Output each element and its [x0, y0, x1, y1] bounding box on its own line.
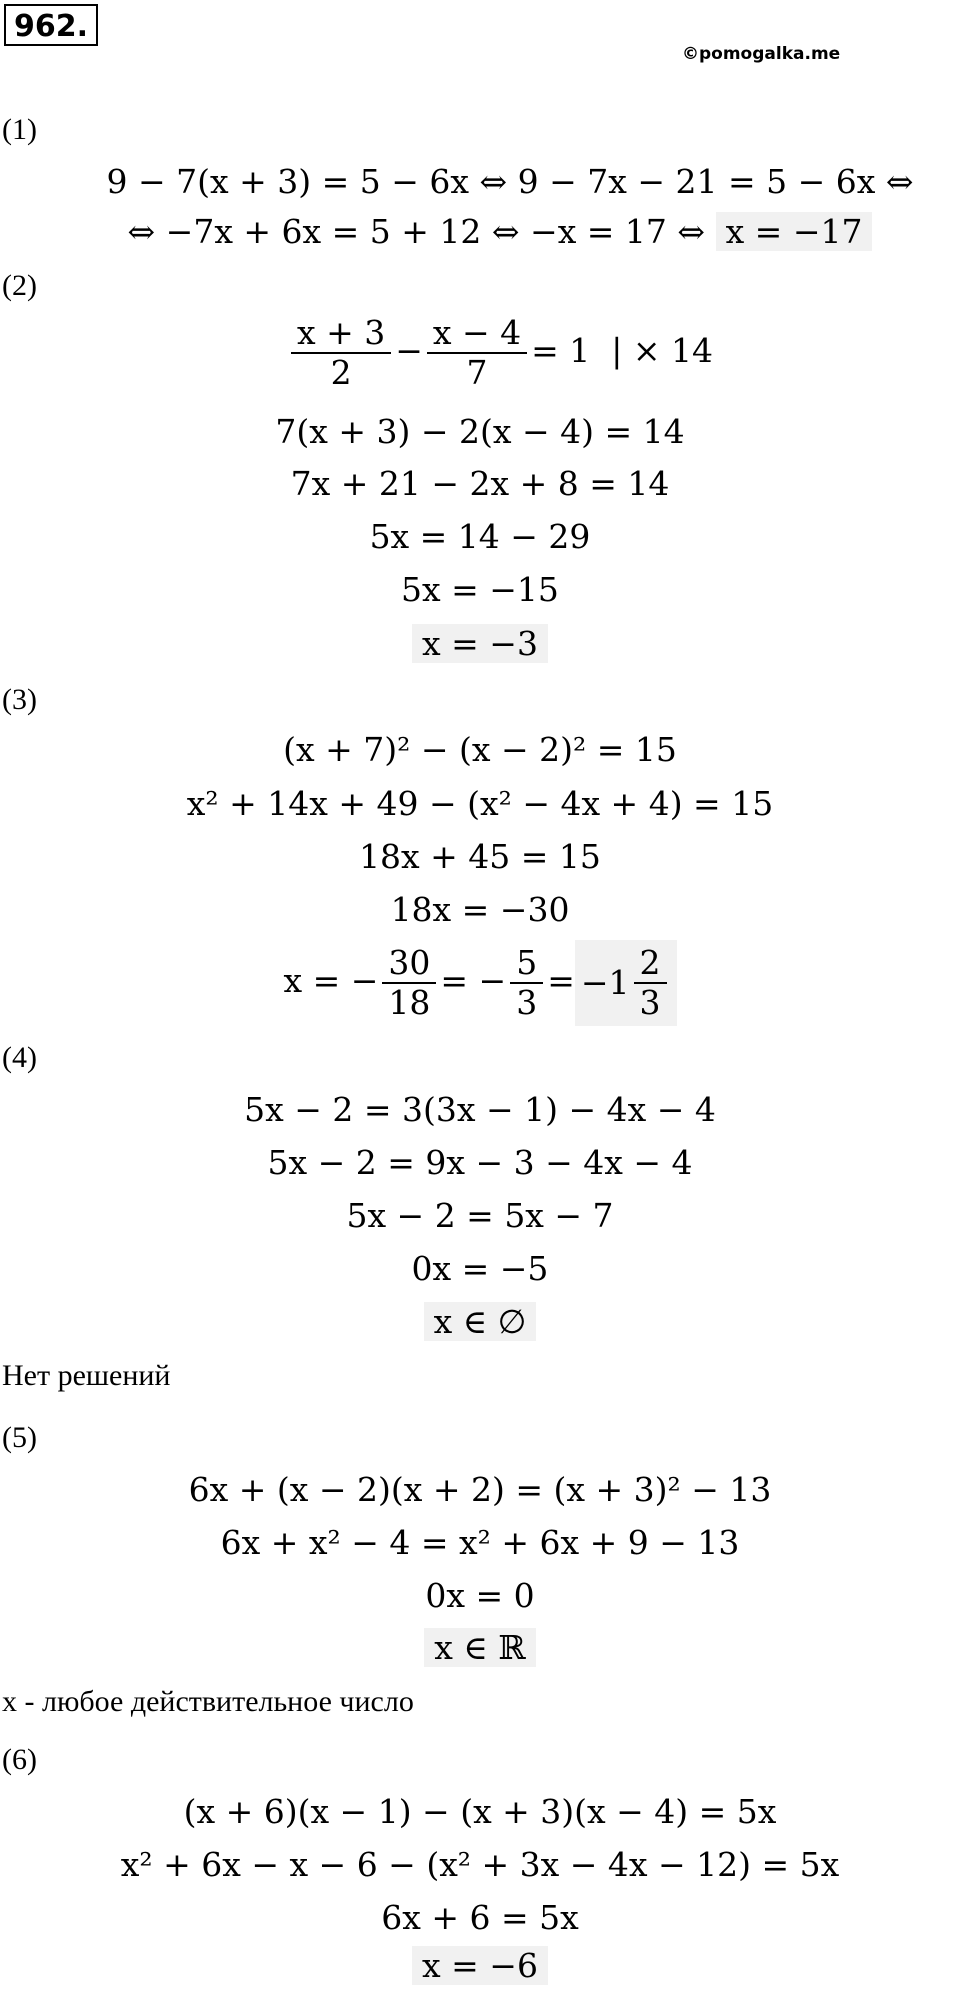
- equation-line: x² + 14x + 49 − (x² − 4x + 4) = 15: [186, 784, 774, 823]
- equation-line: 6x + x² − 4 = x² + 6x + 9 − 13: [220, 1523, 740, 1562]
- fraction: $\frac{2}{3}$: [634, 944, 667, 1022]
- equation-line: 7(x + 3) − 2(x − 4) = 14: [275, 412, 685, 451]
- equation-line: 9 − 7(x + 3) = 5 − 6x ⇔ 9 − 7x − 21 = 5 − 6x ⇔: [106, 162, 914, 201]
- equation-line: 7x + 21 − 2x + 8 = 14: [290, 464, 670, 503]
- equation-line: 5x − 2 = 5x − 7: [346, 1196, 614, 1235]
- part-label: (2): [2, 269, 37, 302]
- part-label: (1): [2, 113, 37, 146]
- part-label: (3): [2, 683, 37, 716]
- equation-line: 18x + 45 = 15: [359, 837, 601, 876]
- part-label: (4): [2, 1041, 37, 1074]
- equation-line: (x + 6)(x − 1) − (x + 3)(x − 4) = 5x: [183, 1792, 777, 1831]
- problem-number: 962.: [4, 4, 98, 46]
- fraction: $\frac{30}{18}$: [382, 944, 436, 1022]
- equation-line: 5x − 2 = 3(3x − 1) − 4x − 4: [244, 1090, 716, 1129]
- answer-highlight: x = −3: [412, 624, 548, 663]
- equation-line: 6x + (x − 2)(x + 2) = (x + 3)² − 13: [188, 1470, 772, 1509]
- equation-line: x² + 6x − x − 6 − (x² + 3x − 4x − 12) = 5x: [120, 1845, 840, 1884]
- part-label: (6): [2, 1743, 37, 1776]
- fraction: $\frac{x - 4}{7}$: [427, 314, 527, 392]
- note-text: x - любое действительное число: [2, 1685, 414, 1718]
- watermark: ©pomogalka.me: [682, 44, 841, 64]
- equation-line: 0x = −5: [411, 1249, 549, 1288]
- answer-highlight: −1 $\frac{2}{3}$: [575, 940, 677, 1026]
- answer-highlight: x ∈ ∅: [424, 1302, 537, 1341]
- equation-line: 18x = −30: [390, 890, 570, 929]
- equation-line: [0, 1944, 960, 1988]
- part-label: (5): [2, 1421, 37, 1454]
- equation-line: 6x + 6 = 5x: [381, 1898, 579, 1937]
- equation-line: 0x = 0: [425, 1576, 535, 1615]
- answer-highlight: x ∈ ℝ: [424, 1628, 535, 1667]
- fraction: $\frac{5}{3}$: [510, 944, 543, 1022]
- equation-line: (x + 7)² − (x − 2)² = 15: [283, 730, 677, 769]
- equation-line: [0, 1626, 960, 1670]
- equation-line: [0, 622, 960, 666]
- fraction-equation: $\frac{x + 3}{2}$ − $\frac{x - 4}{7}$ = 1 | × 14: [0, 314, 960, 392]
- equation-line: ⇔ −7x + 6x = 5 + 12 ⇔ −x = 17 ⇔ x = −17: [0, 210, 960, 254]
- fraction: $\frac{x + 3}{2}$: [291, 314, 391, 392]
- equation-line: 5x − 2 = 9x − 3 − 4x − 4: [267, 1143, 693, 1182]
- note-text: Нет решений: [2, 1359, 171, 1392]
- answer-highlight: x = −6: [412, 1946, 548, 1985]
- equation-line: 5x = −15: [401, 570, 559, 609]
- equation-line: 5x = 14 − 29: [369, 517, 591, 556]
- answer-highlight: x = −17: [716, 212, 873, 251]
- fraction-equation: x = − $\frac{30}{18}$ = − $\frac{5}{3}$ = −1 $\frac{2}{3}$: [0, 940, 960, 1026]
- equation-line: [0, 1300, 960, 1344]
